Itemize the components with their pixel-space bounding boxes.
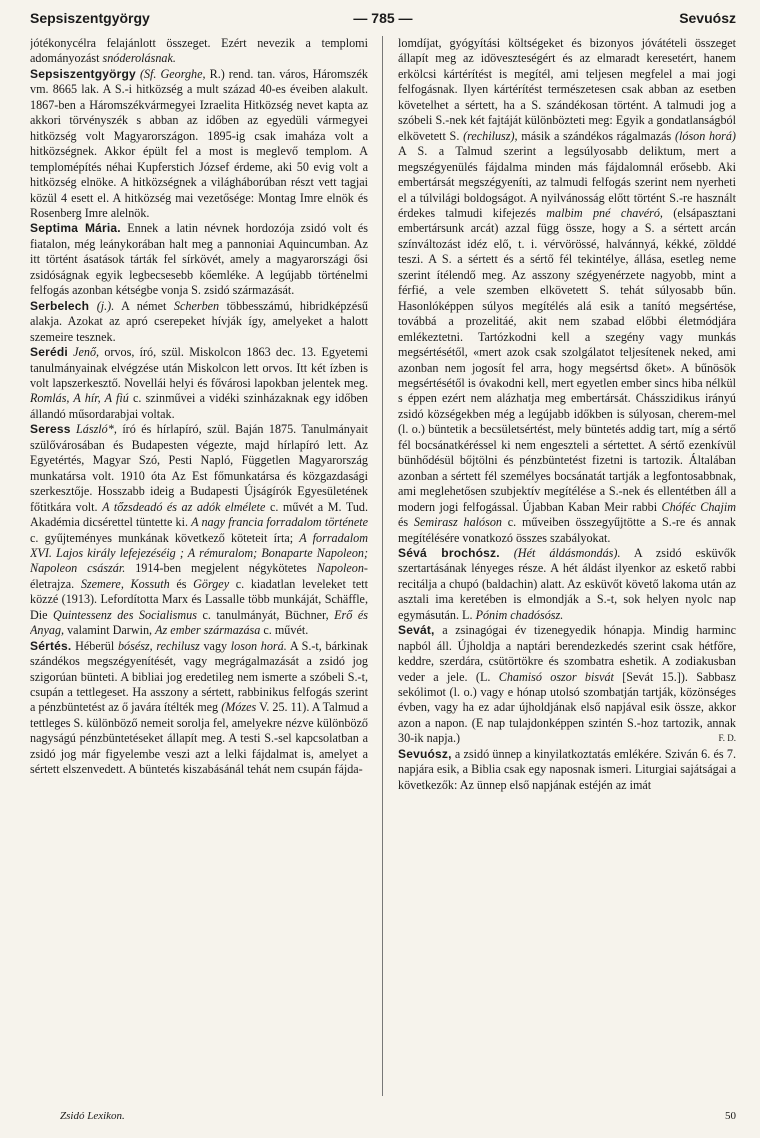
headword: Serédi — [30, 345, 68, 360]
footer-publication: Zsidó Lexikon. — [60, 1110, 125, 1122]
headword: Sértés. — [30, 638, 72, 653]
headword: Sepsiszentgyörgy — [30, 66, 136, 81]
entry-serbelech: Serbelech (j.). A német Scherben többesszámú, hibridképzésű alakja. Azokat az apró cserepeket hívják így, amelyeket a halott szemeire tesznek. — [30, 298, 368, 344]
page-header — [30, 10, 736, 32]
entry-septima-maria: Septima Mária. Ennek a latin névnek hordozója zsidó volt és fiatalon, még leánykorában halt meg a pannoniai Aquincumban. Az itt történt ásatások tárták fel sírkövét, amely a magyarországi ősi zsidóságnak egyik legbecsesebb kőemléke. A legújabb történelmi felfogás azonban kétségbe vonja S. zsidó származását. — [30, 221, 368, 298]
entry-sepsiszentgyorgy: Sepsiszentgyörgy (Sf. Georghe, R.) rend. tan. város, Háromszék vm. 8665 lak. A S.-i hitközség a mult század 40-es éveiben alakult. 1867-ben a Háromszékvármegyei Izraelita Hitközség nevet kapta az akkori törvényszék s abban az időben az egyedüli vármegyei hitközség volt Magyarországon. 1895-ig csak imaháza volt a hitközségnek. Akkor épült fel a most is meglevő templom. A templomépítés néhai Kupferstich József érdeme, aki 50 evig volt a hitközség elnöke. A hitközségnek a világháborúban részt vett tagjai közül 4 esett el. A hitközség mai vezetősége: Montag Imre elnök és Rosenberg Imre alelnök. — [30, 66, 368, 220]
text-columns — [30, 36, 736, 1096]
right-column — [398, 36, 736, 1096]
headword: Serbelech — [30, 298, 90, 313]
entry-seress: Seress László*, író és hírlapíró, szül. Baján 1875. Tanulmányait szülővárosában és Budapesten végezte, majd hírlapíró lett. Az Egyetértés, Magyar Szó, Pesti Napló, Független Magyarország munkatársa volt. 1910 óta Az Est főmunkatársa és közgazdasági szerkesztője. Hosszabb ideig a Budapesti Újságírók Egyesületének főtitkára volt. A tőzsdeadó és az adók elmélete c. művét a M. Tud. Akadémia dicsérettel tüntette ki. A nagy francia forradalom története c. gyűjteményes munkának következő köteteit írta; A forradalom XVI. Lajos király lefejezéséig ; A rémuralom; Bonaparte Napoleon; Napoleon császár. 1914-ben megjelent négykötetes Napoleon-életrajza. Szemere, Kossuth és Görgey c. kiadatlan leveleket tett közzé (1913). Lefordította Marx és Lassalle több munkáját, Schäffle, Die Quintessenz des Socialismus c. tanulmányát, Büchner, Erő és Anyag, valamint Darwin, Az ember származása c. művét. — [30, 422, 368, 638]
page-number: — 785 — — [353, 10, 413, 26]
page-footer — [30, 1110, 736, 1128]
column-divider — [382, 36, 383, 1096]
entry-sevat: Sevát, a zsinagógai év tizenegyedik hónapja. Mindig harminc napból áll. Újholdja a naptári berendezkedés szerint csak hétfőre, keddre, szerdára, csütörtökre és szombatra eshetik. A zodiakusban veder a jele. (L. Chamisó oszor bisvát [Sevát 15.]). Sabbasz sekólimot (l. o.) vagy e hónap utolsó szombatján tartják, közönséges évben, vagy ha ez adar újholdjának első napjával esik össze, akkor azon a napon. (E nap tulajdonképpen szintén S.-hoz tartozik, annak 30-ik napja.) F. D. — [398, 623, 736, 746]
author-signature: F. D. — [718, 733, 736, 744]
headword: Sevát, — [398, 623, 435, 638]
headword: Septima Mária. — [30, 221, 121, 236]
entry-seredi: Serédi Jenő, orvos, író, szül. Miskolcon 1863 dec. 13. Egyetemi tanulmányainak elvégzése után Miskolcon lett orvos. Itt két ízben is volt lapszerkesztő. Novellái helyi és fővárosi lapokban jelentek meg. Romlás, A hír, A fiú c. szinművei a vidéki szinházaknak egy időben állandó műsordarabjai voltak. — [30, 345, 368, 421]
entry-seva-brochosz: Sévá brochósz. (Hét áldásmondás). A zsidó esküvők szertartásának lényeges része. A hét áldást ilyenkor az eskető rabbi recitálja a chupó (baldachin) alatt. Az esküvőt követő lakoma után az asztali ima keretében is elmondják a S.-t, sok helyen nyolc nap egymásután. L. Pónim chadósósz. — [398, 545, 736, 622]
entry-sevuosz: Sevuósz, a zsidó ünnep a kinyilatkoztatás emlékére. Sziván 6. és 7. napjára esik, a Biblia csak egy naposnak ismeri. Liturgiai sajátságai a következők: Az ünnep első napjának estéjén az imát — [398, 746, 736, 792]
entry-continuation: jótékonycélra felajánlott összeget. Ezért nevezik a templomi adományozást snóderolásnak. — [30, 36, 368, 66]
header-right-keyword: Sevuósz — [679, 10, 736, 26]
headword: Seress — [30, 422, 71, 437]
signature-mark: 50 — [725, 1110, 736, 1122]
headword: Sévá brochósz. — [398, 545, 500, 560]
entry-sertes: Sértés. Héberül bósész, rechilusz vagy loson horá. A S.-t, bárkinak szándékos megszégyenítését, vagy megrágalmazását a zsidó jog szigorúan bünteti. A bibliai jog eredetileg nem ismerte a szóbeli S.-t, csupán a tettlegeset. Ha asszony a sértett, rabbinikus felfogás szerint a pénzbüntetést az ő javára ítélték meg (Mózes V. 25. 11). A Talmud a tettleges S. különböző nemeit sorolja fel, amelyekre nézve különböző nagyságú pénzbüntetéseket állapít meg. A testi S.-sel kapcsolatban a zsidó jog már figyelembe veszi azt a lelki fájdalmat is, amelyet a sértett elszenvedett. A büntetés kiszabásánál tehát nem csupán fájda- — [30, 638, 368, 777]
left-column — [30, 36, 368, 1096]
header-left-keyword: Sepsiszentgyörgy — [30, 10, 150, 26]
headword: Sevuósz, — [398, 746, 452, 761]
entry-sertes-continued: lomdíjat, gyógyítási költségeket és bizonyos jóvátételi összeget állapít meg az idöveszteségért és az elmaradt keresetért, hanem erkölcsi kártérítést is megítél, ami teljesen megfelel a mai jogi felfogásnak. Ilyen kártérítést természetesen csak abban az esetben követelhet a sértett, ha a S. szándékosan történt. A talmudi jog a szóbeli S.-nek két fajtáját különbözteti meg: Egyik a gondatlanságból elkövetett S. (rechilusz), másik a szándékos rágalmazás (lóson horá) A S. a Talmud szerint a legsúlyosabb deliktum, mert a megszégyenülés fájdalma minden más fájdalomnál erősebb. Aki embertársát megszégyeníti, az talmudi felfogás szerint nem nyerheti el a túlvilági boldogságot. A nyilvánosság előtt történt S.-re használt érdekes talmudi kifejezés malbim pné chavéró, (elsápasztani embertársunk arcát) azzal függ össze, hogy a S. a sértett arcán színváltozást idéz elő, t. i. vérvörössé, halvánnyá, kékké, zölddé teszi. A S. a sértett és a sértő fél tekintélye, állása, esetleg neme szerint ítélendő meg. Az asszony szégyenérzete nagyobb, mint a férfié, a vele szemben elkövetett S. tehát súlyosabb bűn. Hasonlóképpen súlyos megítélés alá esik a tanító megsértése, továbbá a prozelitáé, akit nem szabad előbbi életmódjára emlékeztetni. Tartózkodni kell a szegény vagy munkás megsértésétől, «mert azok csak szolgálatot teljesítenek neked, ami azonban nem jogosít fel arra, hogy megsértsd őket». A bűnösök megsértésétől is óvakodni kell, mert egyetlen ember sincs hiba nélkül s éppen ezért nem alázhatja meg embertársát. Chásszidikus irányú zsidó községekben még a legújabb időkben is súlyosan, cherem-mel (l. o.) büntetik a becsületsértést, mely büntetés addig tart, míg a sértő fél bocsánatkéréssel ki nem engeszteli a sértettet. A sértő ezenkívül bünhődésül bőjtölni és pénzbüntetést fizetni is tartozik. Általában azonban a sértett fél személyes bocsánatát tartják a legfontosabbnak, ami meglehetősen szubjektív megítélése a S.-nek és ellentétben áll a modern jogi felfogással. Újabban Kaban Meir rabbi Chóféc Chajim és Semirasz halóson c. műveiben összegyűjtötte a S.-re és annak megítélésére vonatkozó összes szabályokat. — [398, 36, 736, 545]
